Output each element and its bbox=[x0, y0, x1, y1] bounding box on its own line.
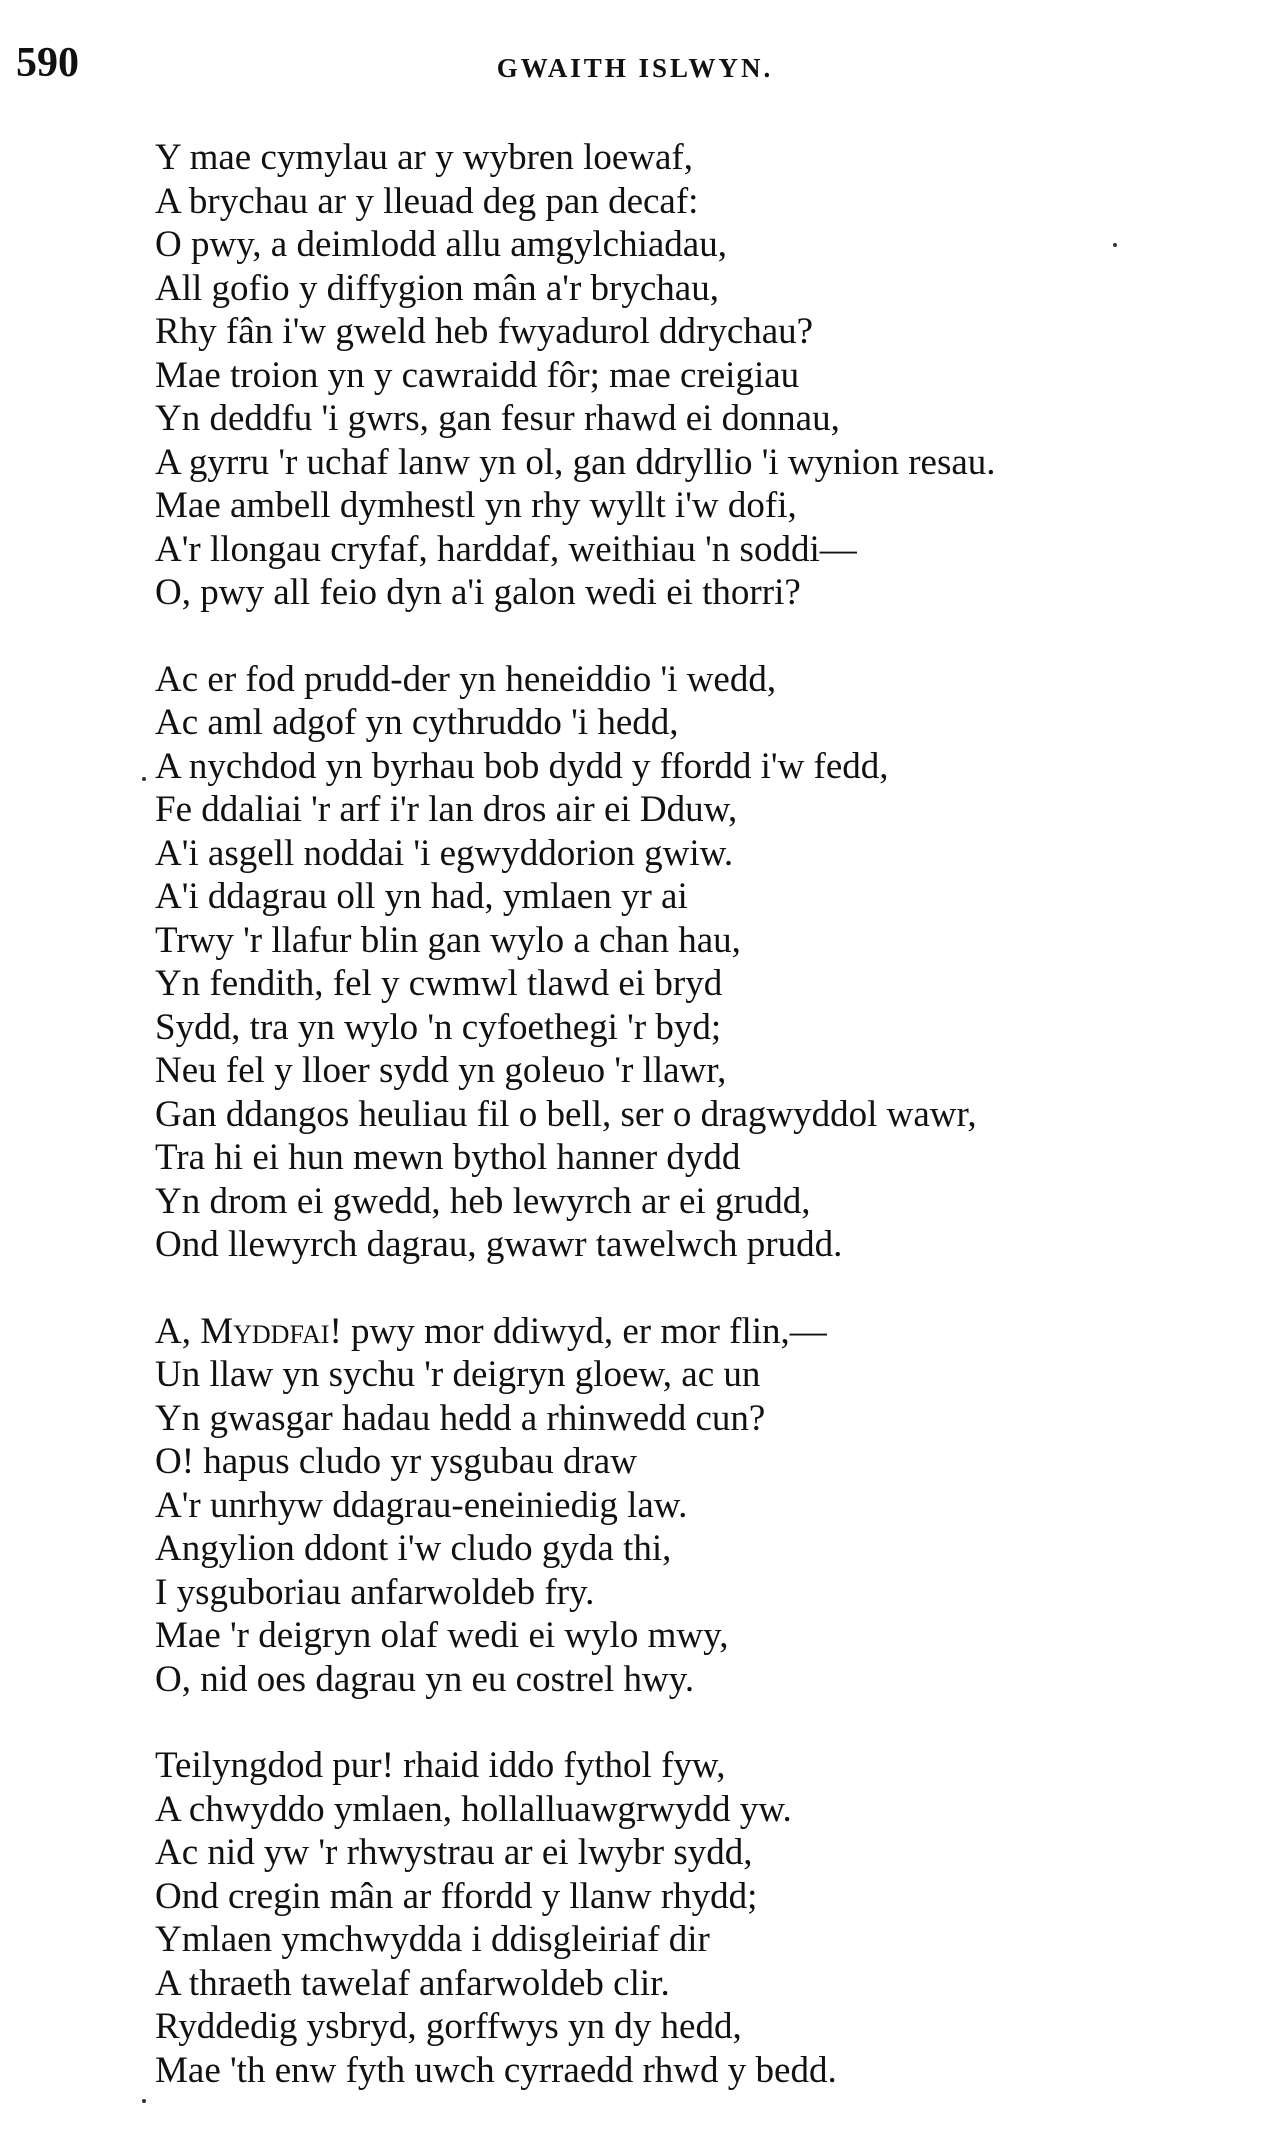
poem-line: Ymlaen ymchwydda i ddisgleiriaf dir bbox=[155, 1919, 710, 1960]
poem-line: A'r unrhyw ddagrau-eneiniedig law. bbox=[155, 1484, 688, 1526]
poem-line: Ryddedig ysbryd, gorffwys yn dy hedd, bbox=[155, 2006, 742, 2047]
poem-line: A nychdod yn byrhau bob dydd y ffordd i'w fedd, bbox=[155, 745, 889, 787]
print-speck bbox=[142, 777, 146, 781]
poem bbox=[155, 136, 1255, 2135]
poem-line: Fe ddaliai 'r arf i'r lan dros air ei Dduw, bbox=[155, 789, 738, 830]
stanza-3 bbox=[155, 1310, 1255, 1702]
poem-line: O, pwy all feio dyn a'i galon wedi ei thorri? bbox=[155, 572, 801, 613]
poem-line: Yn drom ei gwedd, heb lewyrch ar ei grudd, bbox=[155, 1180, 811, 1222]
poem-line bbox=[155, 1310, 1255, 1354]
poem-line: Mae 'th enw fyth uwch cyrraedd rhwd y bedd. bbox=[155, 2049, 837, 2091]
stanza-2 bbox=[155, 658, 1255, 1267]
print-speck bbox=[1113, 243, 1117, 247]
poem-line: Y mae cymylau ar y wybren loewaf, bbox=[155, 137, 693, 178]
line-start: A, bbox=[155, 1310, 201, 1352]
stanza-1 bbox=[155, 136, 1255, 615]
poem-line: Yn fendith, fel y cwmwl tlawd ei bryd bbox=[155, 963, 723, 1004]
poem-line: All gofio y diffygion mân a'r brychau, bbox=[155, 267, 719, 309]
poem-line: A thraeth tawelaf anfarwoldeb clir. bbox=[155, 1962, 670, 2004]
poem-line: O pwy, a deimlodd allu amgylchiadau, bbox=[155, 224, 727, 265]
running-head: GWAITH ISLWYN. bbox=[496, 53, 774, 83]
poem-line: Angylion ddont i'w cludo gyda thi, bbox=[155, 1528, 672, 1569]
poem-line: Ond cregin mân ar ffordd y llanw rhydd; bbox=[155, 1875, 758, 1917]
poem-line: A brychau ar y lleuad deg pan decaf: bbox=[155, 180, 699, 222]
poem-line: Yn deddfu 'i gwrs, gan fesur rhawd ei donnau, bbox=[155, 398, 840, 439]
poem-line: I ysguboriau anfarwoldeb fry. bbox=[155, 1571, 595, 1613]
poem-line: Teilyngdod pur! rhaid iddo fythol fyw, bbox=[155, 1745, 726, 1786]
poem-line: A'r llongau cryfaf, harddaf, weithiau 'n soddi— bbox=[155, 528, 857, 570]
poem-line: A gyrru 'r uchaf lanw yn ol, gan ddryllio 'i wynion resau. bbox=[155, 441, 996, 483]
poem-line: A'i asgell noddai 'i egwyddorion gwiw. bbox=[155, 832, 734, 874]
poem-line: A chwyddo ymlaen, hollalluawgrwydd yw. bbox=[155, 1788, 792, 1830]
poem-line: Ond llewyrch dagrau, gwawr tawelwch prudd. bbox=[155, 1224, 843, 1265]
poem-line: Mae troion yn y cawraidd fôr; mae creigiau bbox=[155, 354, 800, 396]
poem-line: Ac aml adgof yn cythruddo 'i hedd, bbox=[155, 702, 679, 743]
poem-line: Ac nid yw 'r rhwystrau ar ei lwybr sydd, bbox=[155, 1832, 753, 1873]
line-rest: ! pwy mor ddiwyd, er mor flin,— bbox=[329, 1310, 827, 1352]
print-speck bbox=[142, 2099, 146, 2103]
stanza-4 bbox=[155, 1744, 1255, 2092]
poem-line: Neu fel y lloer sydd yn goleuo 'r llawr, bbox=[155, 1050, 727, 1091]
poem-line: Yn gwasgar hadau hedd a rhinwedd cun? bbox=[155, 1397, 766, 1439]
poem-line: Ac er fod prudd-der yn heneiddio 'i wedd, bbox=[155, 658, 777, 700]
poem-line: Tra hi ei hun mewn bythol hanner dydd bbox=[155, 1137, 741, 1178]
page-number: 590 bbox=[16, 40, 79, 86]
poem-line: Trwy 'r llafur blin gan wylo a chan hau, bbox=[155, 919, 741, 961]
person-name-myddfai: Myddfai bbox=[200, 1310, 330, 1352]
poem-line: Gan ddangos heuliau fil o bell, ser o dragwyddol wawr, bbox=[155, 1093, 977, 1135]
poem-line: Mae ambell dymhestl yn rhy wyllt i'w dofi, bbox=[155, 485, 797, 526]
poem-line: O, nid oes dagrau yn eu costrel hwy. bbox=[155, 1658, 695, 1700]
poem-line: O! hapus cludo yr ysgubau draw bbox=[155, 1441, 637, 1482]
poem-line: Mae 'r deigryn olaf wedi ei wylo mwy, bbox=[155, 1615, 729, 1656]
poem-line: Sydd, tra yn wylo 'n cyfoethegi 'r byd; bbox=[155, 1006, 722, 1048]
poem-line: A'i ddagrau oll yn had, ymlaen yr ai bbox=[155, 876, 688, 917]
poem-line: Un llaw yn sychu 'r deigryn gloew, ac un bbox=[155, 1354, 761, 1395]
poem-line: Rhy fân i'w gweld heb fwyadurol ddrychau? bbox=[155, 311, 814, 352]
